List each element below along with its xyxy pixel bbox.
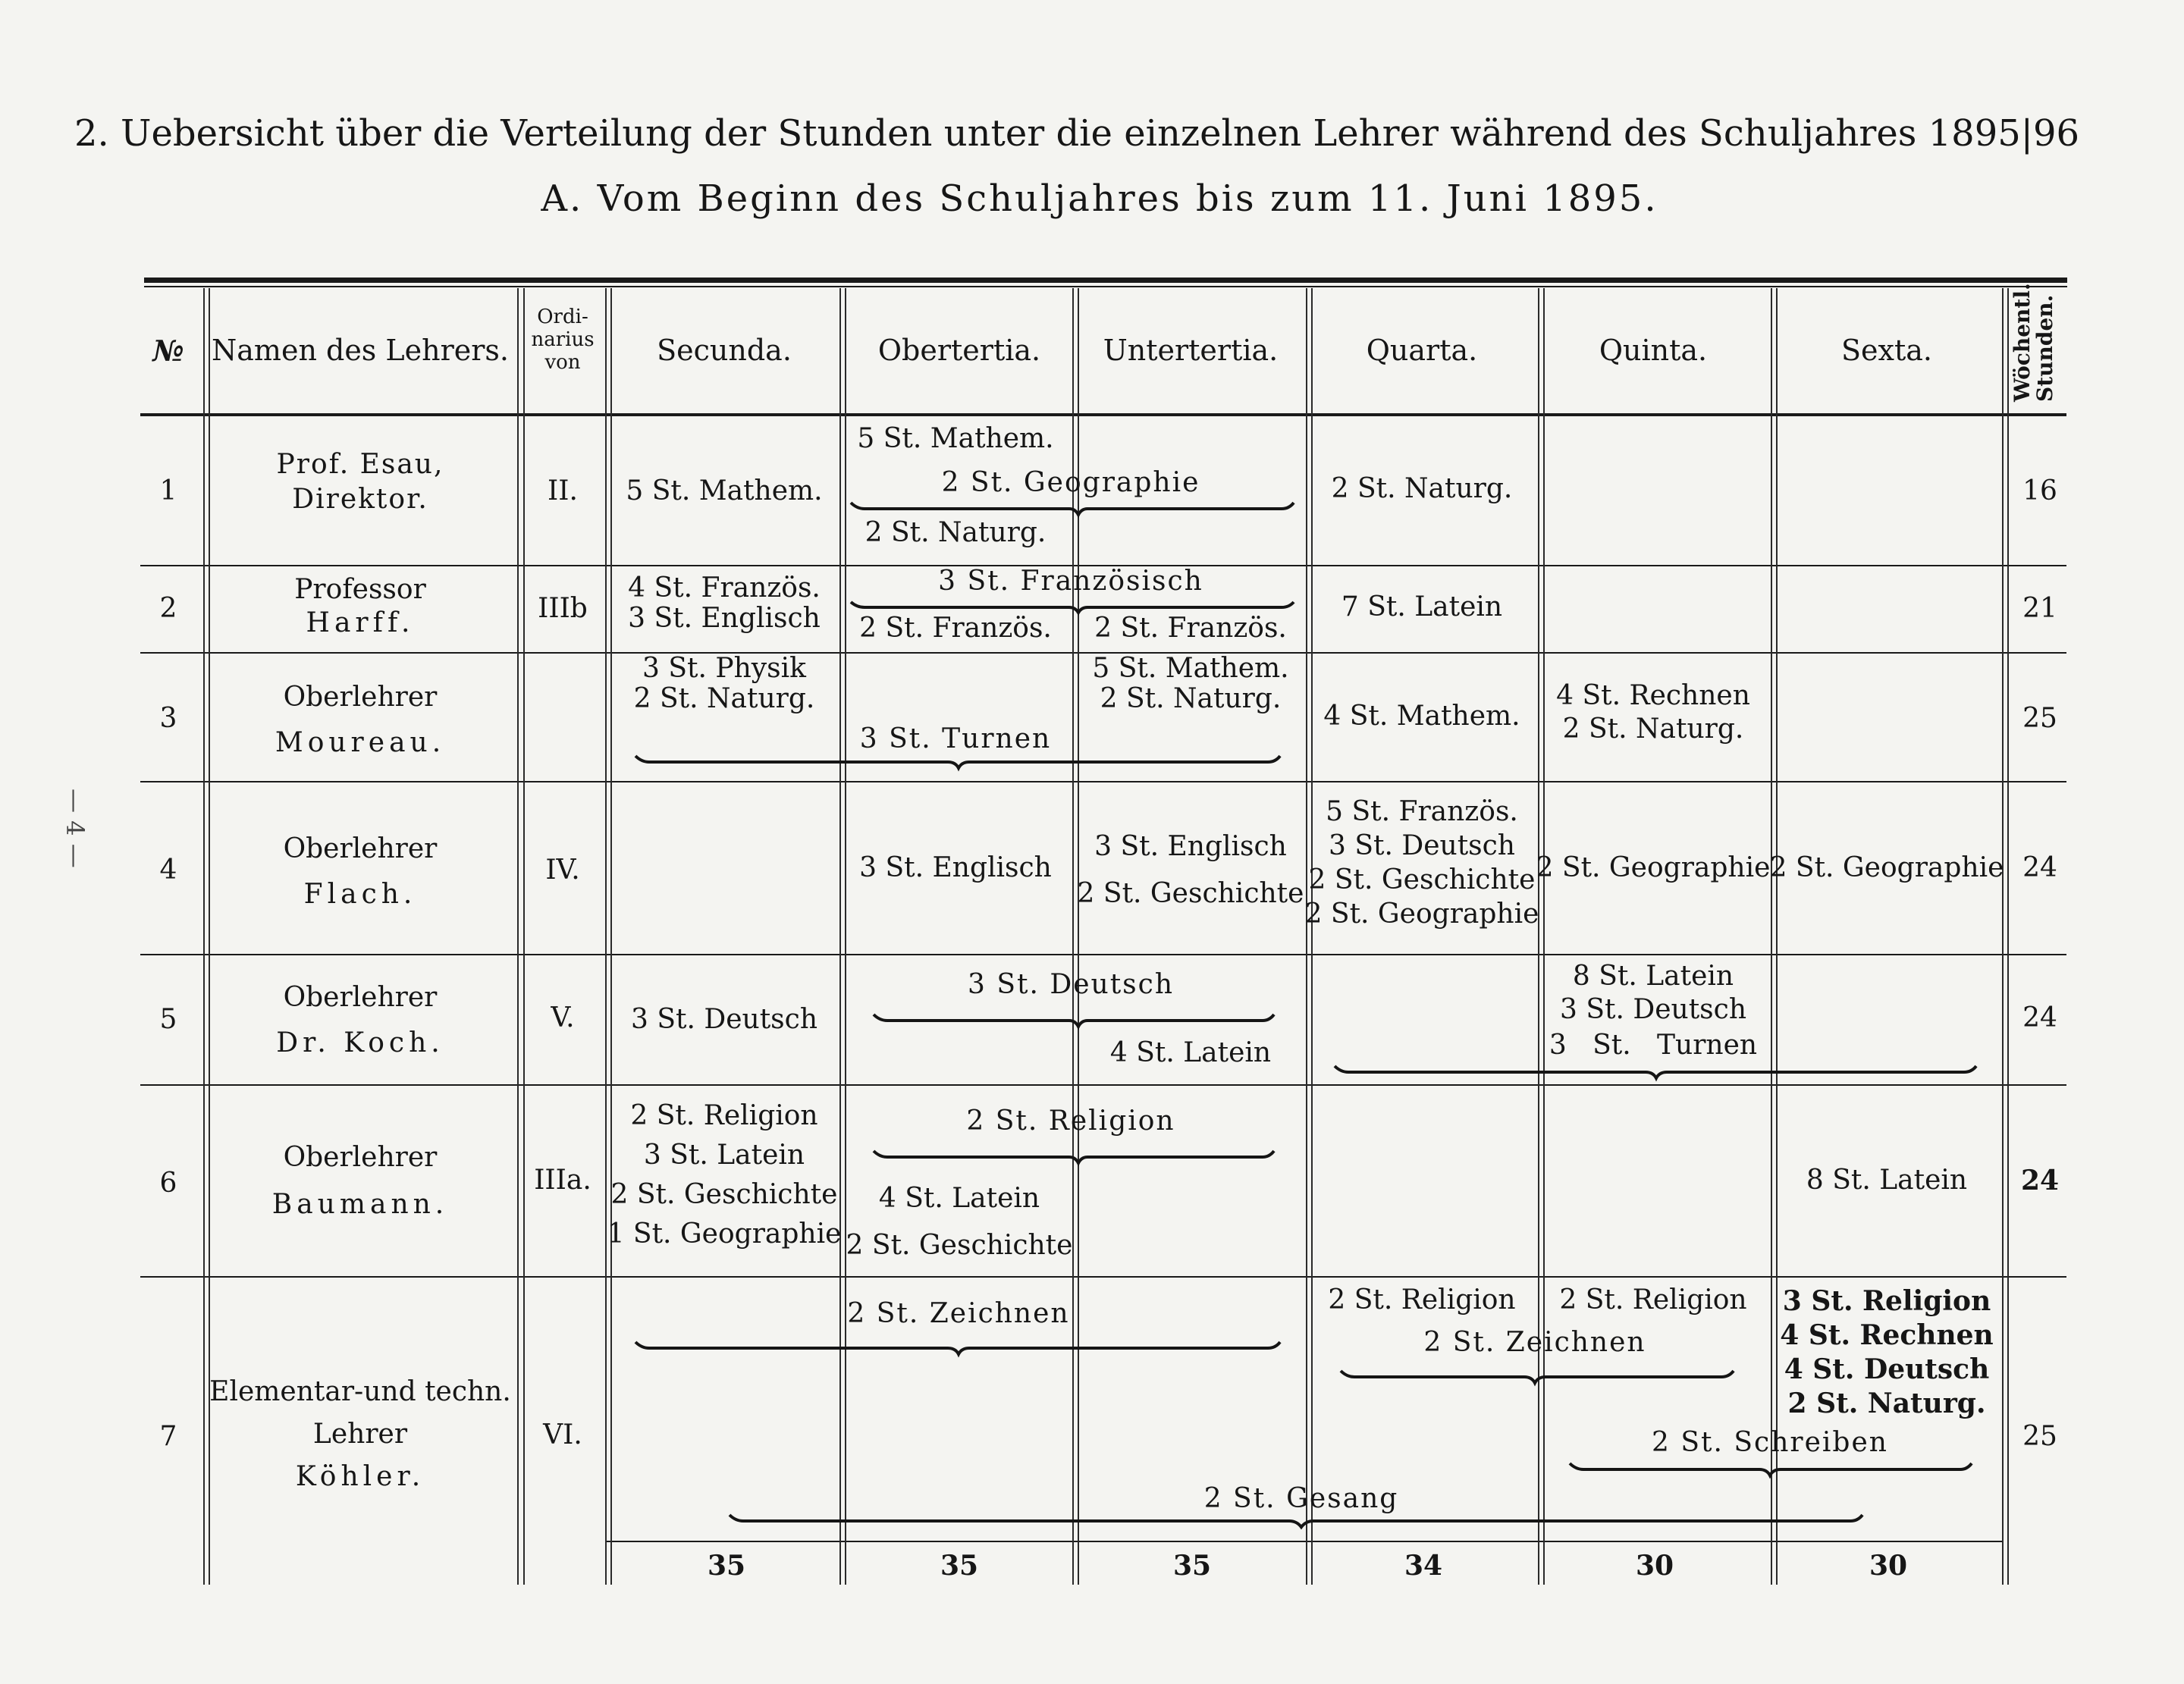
row-7-total: 25 <box>2022 1421 2057 1452</box>
row-2-ordinarius: IIIb <box>538 593 588 624</box>
row-3-untertertia: 5 St. Mathem. 2 St. Naturg. <box>1092 653 1289 714</box>
row-2-total: 21 <box>2022 593 2057 624</box>
brace <box>874 1151 1274 1163</box>
row-6-total: 24 <box>2020 1165 2060 1196</box>
brace <box>874 1014 1274 1027</box>
row-3-quinta: 4 St. Rechnen 2 St. Naturg. <box>1556 680 1750 745</box>
row-5-quinta: 8 St. Latein 3 St. Deutsch <box>1559 961 1747 1025</box>
brace <box>635 756 1280 768</box>
brace <box>851 503 1294 515</box>
row-6-name: Oberlehrer Baumann. <box>271 1142 449 1220</box>
row-5-span-turnen: 3 St. Turnen <box>1549 1030 1758 1061</box>
row-2-name: Professor Harff. <box>294 574 426 638</box>
row-6-secunda: 2 St. Religion 3 St. Latein 2 St. Geschichte 1 St. Geographie <box>607 1100 842 1250</box>
row-6-obertertia: 4 St. Latein 2 St. Geschichte <box>846 1183 1073 1261</box>
row-7-span-schreiben: 2 St. Schreiben <box>1652 1427 1888 1458</box>
row-3-quarta: 4 St. Mathem. <box>1323 701 1520 732</box>
row-4-nr: 4 <box>159 855 177 886</box>
row-6-nr: 6 <box>159 1168 177 1199</box>
row-3-total: 25 <box>2022 703 2057 734</box>
row-3-name: Oberlehrer Moureau. <box>275 682 446 758</box>
row-1-name: Prof. Esau, Direktor. <box>276 449 444 515</box>
total-quinta: 30 <box>1635 1550 1674 1582</box>
row-1-obertertia-top: 5 St. Mathem. <box>857 423 1054 454</box>
row-1-total: 16 <box>2022 475 2057 506</box>
row-7-span-zeichnen-right: 2 St. Zeichnen <box>1423 1327 1646 1358</box>
row-5-span-deutsch: 3 St. Deutsch <box>967 969 1175 1000</box>
header-ordinarius: Ordi- narius von <box>531 306 595 374</box>
row-3-nr: 3 <box>159 703 177 734</box>
header-untertertia: Untertertia. <box>1103 334 1279 367</box>
row-2-untertertia: 2 St. Französ. <box>1094 613 1287 644</box>
row-2-secunda: 4 St. Französ. 3 St. Englisch <box>628 572 821 634</box>
brace <box>1335 1066 1976 1078</box>
row-7-span-zeichnen-left: 2 St. Zeichnen <box>847 1298 1070 1329</box>
page-number-mark: — 4 — <box>61 789 89 868</box>
row-7-quarta: 2 St. Religion <box>1328 1284 1516 1316</box>
row-5-name: Oberlehrer Dr. Koch. <box>276 982 444 1058</box>
brace <box>1341 1371 1734 1383</box>
total-obertertia: 35 <box>940 1550 979 1582</box>
row-2-obertertia: 2 St. Französ. <box>859 613 1052 644</box>
row-7-sexta: 3 St. Religion 4 St. Rechnen 4 St. Deutsch 2 St. Naturg. <box>1780 1285 1994 1419</box>
row-4-obertertia: 3 St. Englisch <box>859 852 1052 883</box>
header-name: Namen des Lehrers. <box>212 334 509 367</box>
row-5-ordinarius: V. <box>551 1002 575 1033</box>
row-2-nr: 2 <box>159 593 177 624</box>
row-4-quinta: 2 St. Geographie <box>1536 852 1771 883</box>
row-4-quarta: 5 St. Französ. 3 St. Deutsch 2 St. Geschichte 2 St. Geographie <box>1304 796 1539 930</box>
row-1-span-geographie: 2 St. Geographie <box>941 467 1200 498</box>
total-secunda: 35 <box>707 1550 746 1582</box>
row-4-ordinarius: IV. <box>545 855 580 886</box>
row-2-quarta: 7 St. Latein <box>1341 591 1503 622</box>
row-7-quinta: 2 St. Religion <box>1559 1284 1747 1316</box>
row-5-secunda: 3 St. Deutsch <box>630 1004 818 1035</box>
brace <box>1570 1463 1972 1475</box>
total-sexta: 30 <box>1869 1550 1908 1582</box>
page-subtitle: A. Vom Beginn des Schuljahres bis zum 11. Juni 1895. <box>541 177 1658 220</box>
header-sexta: Sexta. <box>1841 334 1932 367</box>
header-quarta: Quarta. <box>1366 334 1478 367</box>
header-quinta: Quinta. <box>1599 334 1708 367</box>
header-nr: № <box>152 334 184 368</box>
row-1-secunda: 5 St. Mathem. <box>626 475 823 506</box>
header-weekly-hours: Wöchentl. Stunden. <box>2010 283 2057 402</box>
row-7-ordinarius: VI. <box>543 1419 582 1450</box>
row-1-obertertia-bottom: 2 St. Naturg. <box>864 517 1046 548</box>
row-5-nr: 5 <box>159 1004 177 1035</box>
header-obertertia: Obertertia. <box>877 334 1041 367</box>
header-secunda: Secunda. <box>657 334 792 367</box>
page-title: 2. Uebersicht über die Verteilung der Stunden unter die einzelnen Lehrer während des Schuljahres 1895|96 <box>74 112 2080 155</box>
row-4-name: Oberlehrer Flach. <box>283 833 438 910</box>
row-7-nr: 7 <box>159 1421 177 1452</box>
row-4-total: 24 <box>2022 852 2057 883</box>
row-7-name: Elementar-und techn. Lehrer Köhler. <box>209 1376 511 1492</box>
row-4-untertertia: 3 St. Englisch 2 St. Geschichte <box>1077 831 1304 909</box>
row-1-ordinarius: II. <box>548 475 578 506</box>
row-6-ordinarius: IIIa. <box>534 1165 592 1196</box>
row-3-span-turnen: 3 St. Turnen <box>859 723 1052 754</box>
row-5-total: 24 <box>2022 1002 2057 1033</box>
row-6-span-religion: 2 St. Religion <box>966 1105 1175 1137</box>
brace <box>635 1342 1280 1354</box>
row-7-span-gesang: 2 St. Gesang <box>1203 1483 1399 1514</box>
row-2-span-franzoesisch: 3 St. Französisch <box>938 566 1203 597</box>
total-untertertia: 35 <box>1172 1550 1212 1582</box>
row-1-quarta: 2 St. Naturg. <box>1331 473 1513 504</box>
brace <box>730 1515 1862 1527</box>
row-5-untertertia: 4 St. Latein <box>1109 1037 1272 1068</box>
row-1-nr: 1 <box>159 475 177 506</box>
row-3-secunda: 3 St. Physik 2 St. Naturg. <box>633 653 815 714</box>
row-6-sexta: 8 St. Latein <box>1806 1165 1968 1196</box>
total-quarta: 34 <box>1404 1550 1443 1582</box>
row-4-sexta: 2 St. Geographie <box>1769 852 2004 883</box>
